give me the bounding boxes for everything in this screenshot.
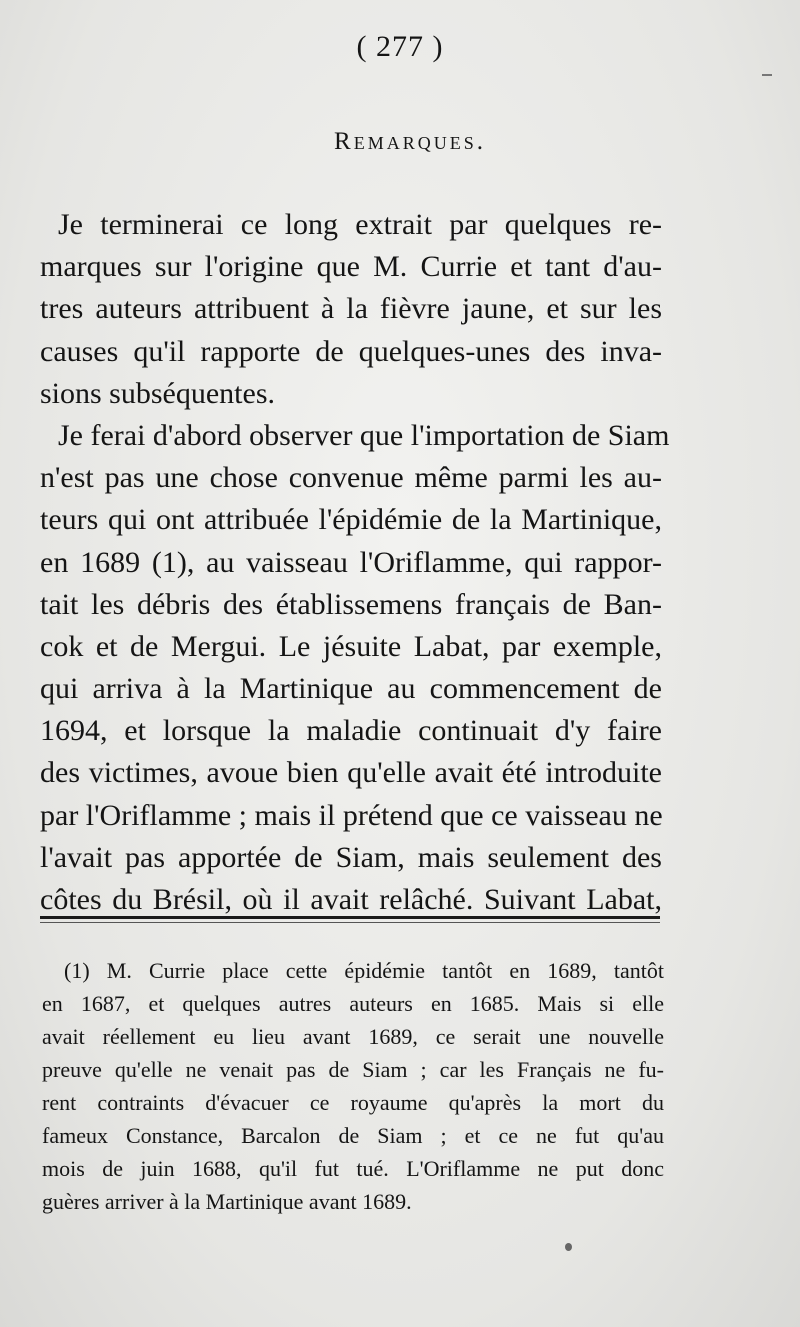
body-line: des victimes, avoue bien qu'elle avait été introduite (40, 756, 662, 790)
body-line: en 1689 (1), au vaisseau l'Oriflamme, qui rappor- (40, 545, 662, 579)
body-line: causes qu'il rapporte de quelques-unes des inva- (40, 334, 662, 368)
body-line: l'avait pas apportée de Siam, mais seulement des (40, 840, 662, 874)
body-line: cok et de Mergui. Le jésuite Labat, par exemple, (40, 629, 662, 663)
footnote-line: preuve qu'elle ne venait pas de Siam ; car les Français ne fu- (42, 1057, 664, 1082)
body-line: n'est pas une chose convenue même parmi les au- (40, 461, 662, 495)
body-line: 1694, et lorsque la maladie continuait d'y faire (40, 714, 662, 748)
footnote-line: guères arriver à la Martinique avant 1689. (42, 1189, 412, 1214)
body-text (40, 204, 670, 921)
body-line: tres auteurs attribuent à la fièvre jaune, et sur les (40, 292, 662, 326)
body-line: marques sur l'origine que M. Currie et tant d'au- (40, 250, 662, 284)
body-line: Je terminerai ce long extrait par quelques re- (58, 208, 662, 241)
body-line: Je ferai d'abord observer que l'importation de Siam (58, 418, 670, 452)
page-number: ( 277 ) (356, 30, 444, 63)
body-line: qui arriva à la Martinique au commencement de (40, 672, 662, 706)
ink-spot (565, 1243, 572, 1251)
footnote-line: (1) M. Currie place cette épidémie tantôt en 1689, tantôt (64, 958, 664, 983)
footnote-line: mois de juin 1688, qu'il fut tué. L'Oriflamme ne put donc (42, 1156, 664, 1181)
footnote-rule-thin (40, 922, 660, 923)
body-line: sions subséquentes. (40, 376, 275, 410)
footnote-line: en 1687, et quelques autres auteurs en 1685. Mais si elle (42, 991, 664, 1016)
body-line: côtes du Brésil, où il avait relâché. Suivant Labat, (40, 883, 662, 916)
body-line: par l'Oriflamme ; mais il prétend que ce vaisseau ne (40, 798, 663, 832)
footnote-line: rent contraints d'évacuer ce royaume qu'après la mort du (42, 1090, 664, 1115)
footnote (42, 954, 664, 1218)
edge-mark (762, 74, 772, 76)
footnote-line: avait réellement eu lieu avant 1689, ce serait une nouvelle (42, 1024, 664, 1049)
footnote-line: fameux Constance, Barcalon de Siam ; et ce ne fut qu'au (42, 1123, 664, 1148)
body-line: tait les débris des établissemens français de Ban- (40, 587, 662, 621)
body-line: teurs qui ont attribuée l'épidémie de la Martinique, (40, 503, 662, 537)
footnote-rule (40, 916, 660, 919)
section-heading: Remarques. (334, 128, 486, 155)
